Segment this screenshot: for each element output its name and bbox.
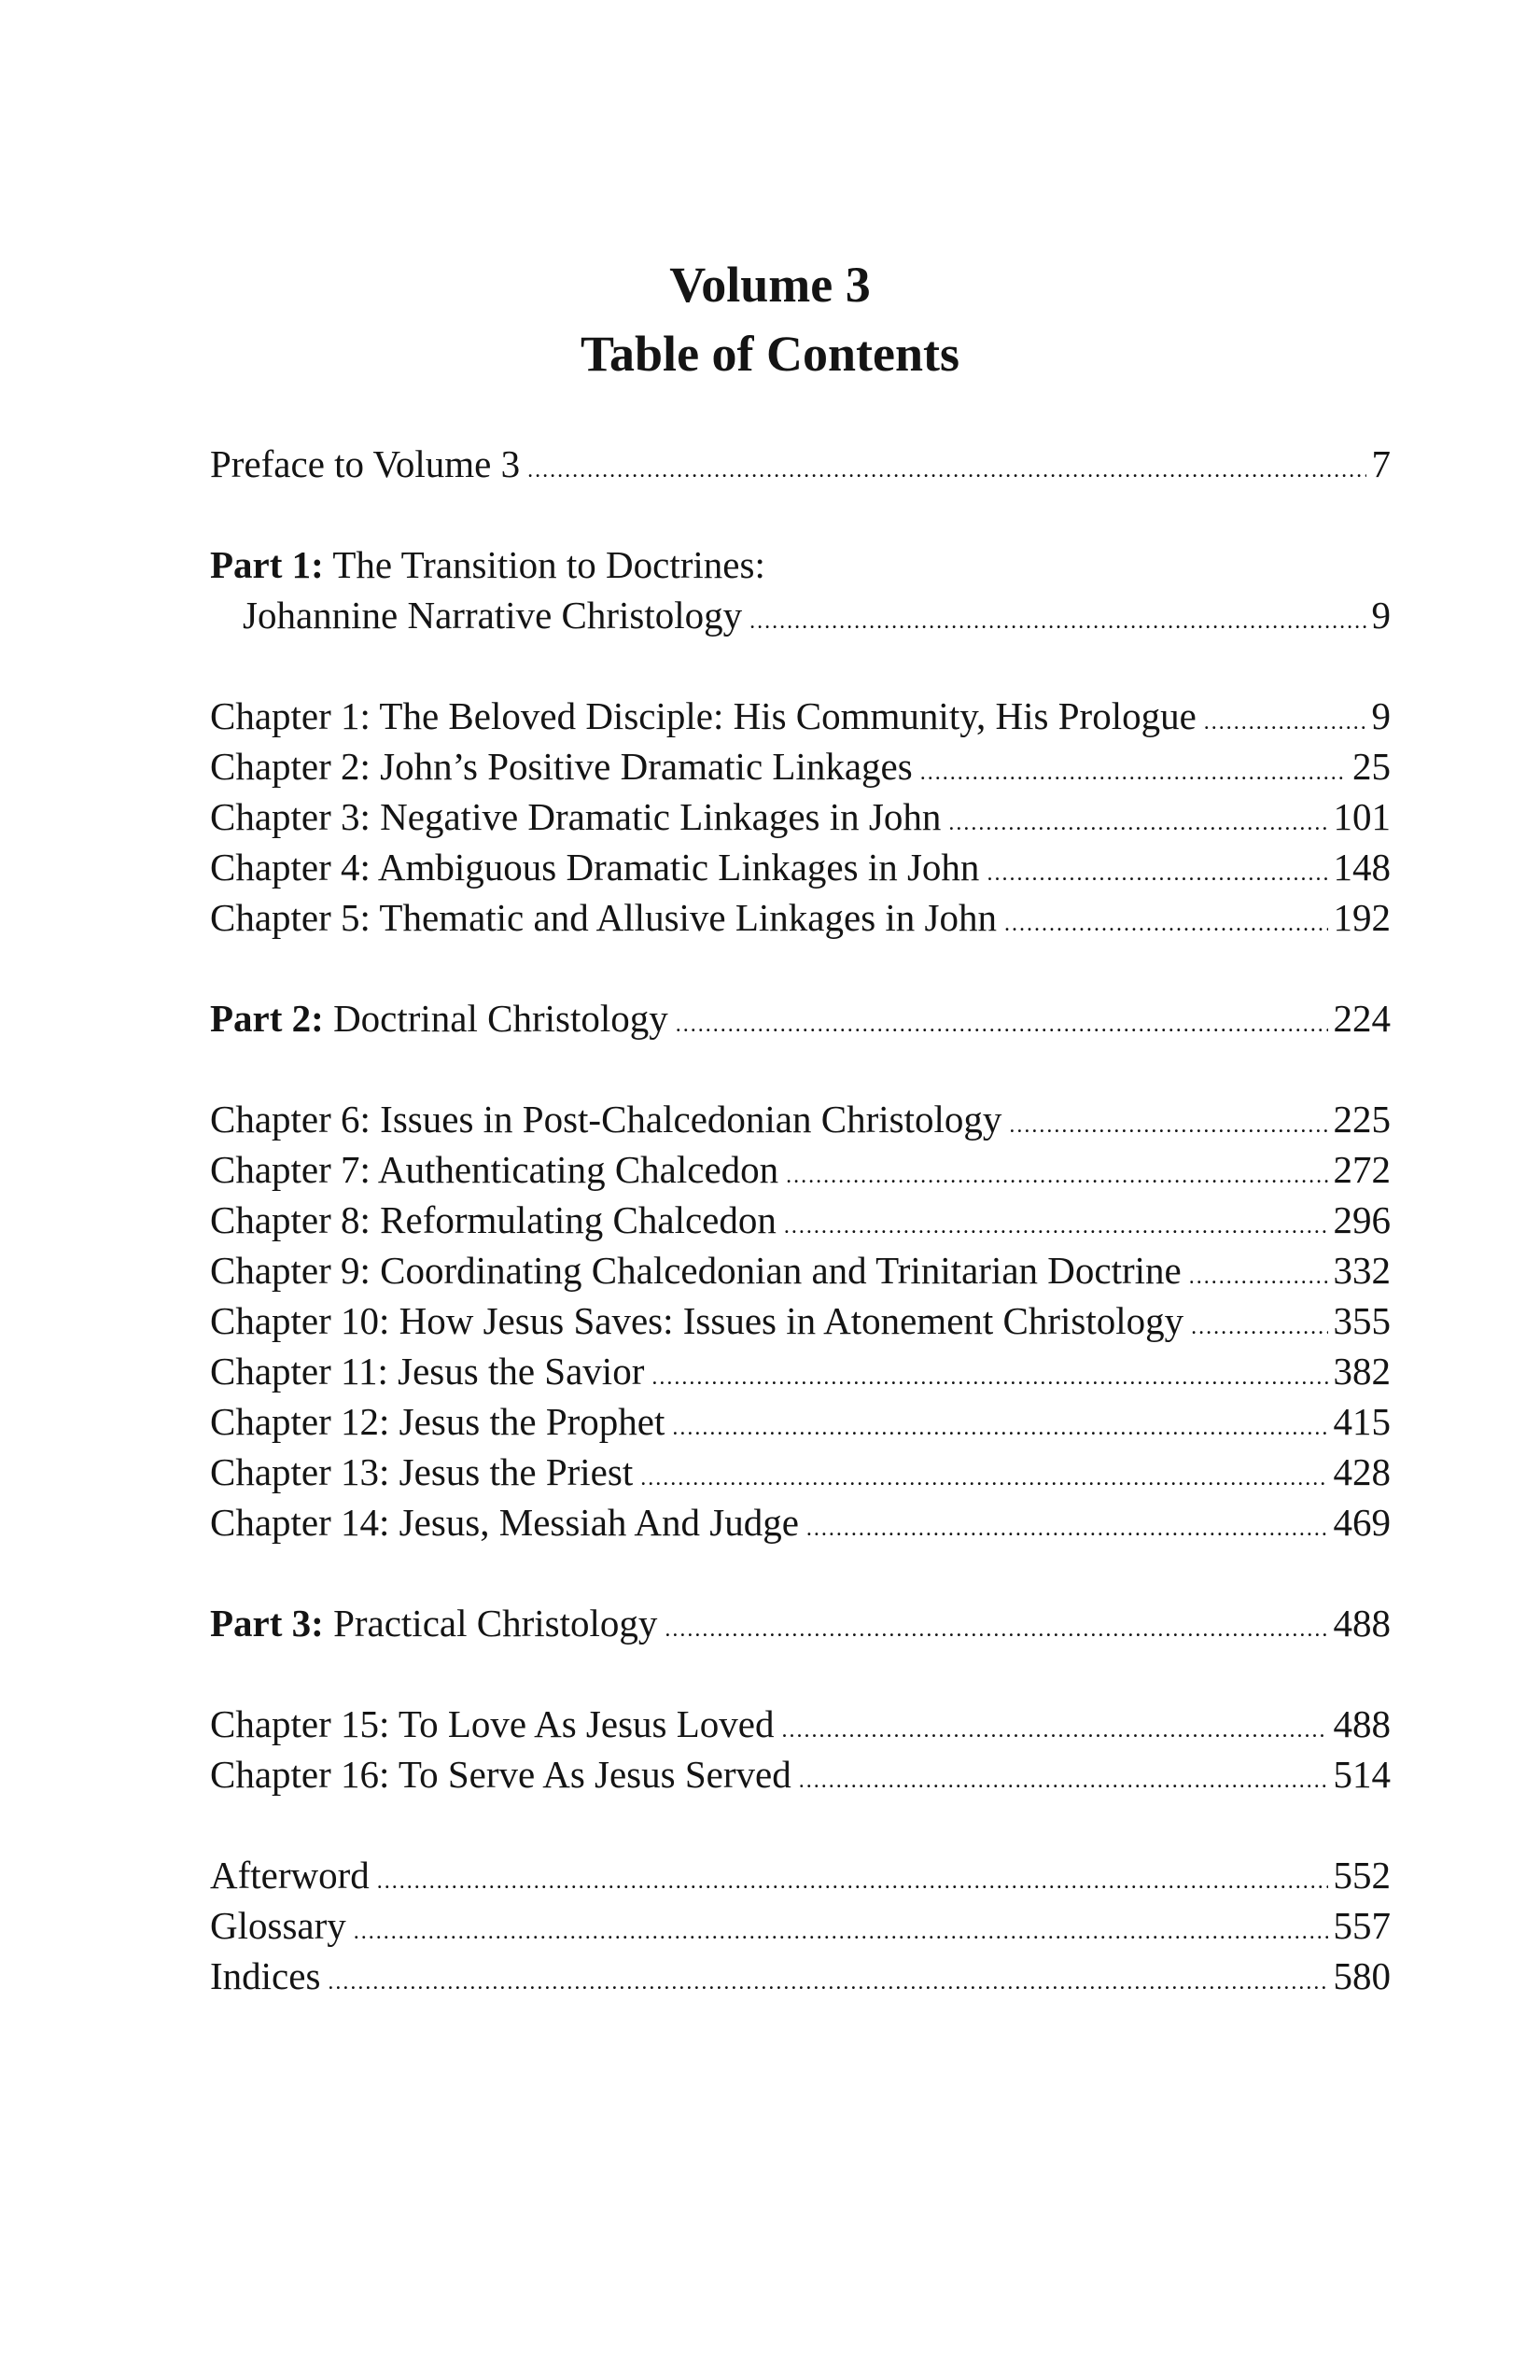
toc-entry-label: Chapter 16: To Serve As Jesus Served [210,1753,791,1796]
toc-entry-chapter[interactable] [210,1699,1391,1749]
part2-chapter-list [210,1094,1391,1547]
toc-entry-label: Chapter 11: Jesus the Savior [210,1350,645,1393]
toc-entry-back-matter[interactable] [210,1850,1391,1900]
toc-entry-label: Indices [210,1954,321,1997]
dot-leader [672,1396,1327,1453]
toc-page-number: 7 [1371,442,1391,485]
dot-leader [920,741,1347,798]
dot-leader [354,1900,1328,1957]
dot-leader [987,842,1327,899]
toc-entry-back-matter[interactable] [210,1951,1391,2001]
toc-page-number: 225 [1333,1098,1391,1141]
toc-entry-label: Preface to Volume 3 [210,442,521,485]
toc-entry-label: Chapter 5: Thematic and Allusive Linkages in John [210,896,998,939]
toc-entry-label: Chapter 9: Coordinating Chalcedonian and Trinitarian Doctrine [210,1249,1182,1292]
toc-entry-label: Glossary [210,1904,346,1947]
toc-page-number: 272 [1333,1148,1391,1191]
volume-title: Volume 3 [669,257,871,313]
toc-entry-chapter[interactable] [210,1447,1391,1497]
toc-page-number: 488 [1333,1602,1391,1645]
toc-entry-label: Chapter 13: Jesus the Priest [210,1450,634,1493]
toc-page-number: 25 [1352,745,1391,788]
dot-leader [786,1144,1327,1201]
toc-entry-chapter[interactable] [210,1346,1391,1396]
toc-entry-chapter[interactable] [210,741,1391,791]
part-prefix: Part 1: [210,543,324,586]
toc-entry-chapter[interactable] [210,691,1391,741]
toc-page-number: 415 [1333,1400,1391,1443]
toc-entry-label: Chapter 12: Jesus the Prophet [210,1400,665,1443]
toc-page-number: 382 [1333,1350,1391,1393]
toc-page-number: 296 [1333,1198,1391,1241]
toc-entry-chapter[interactable] [210,892,1391,943]
toc-page-number: 428 [1333,1450,1391,1493]
toc-entry-chapter[interactable] [210,1396,1391,1447]
toc-page-number: 355 [1333,1299,1391,1342]
toc-page-number: 224 [1333,997,1391,1040]
dot-leader [1189,1245,1328,1302]
dot-leader [527,439,1365,496]
dot-leader [640,1447,1327,1504]
toc-entry-chapter[interactable] [210,1749,1391,1799]
toc-entry-label: Chapter 4: Ambiguous Dramatic Linkages in John [210,846,980,889]
toc-page-number: 580 [1333,1954,1391,1997]
toc-entry-chapter[interactable] [210,1497,1391,1547]
dot-leader [328,1951,1327,2008]
part-prefix: Part 2: [210,997,324,1040]
dot-leader [781,1699,1327,1756]
toc-entry-chapter[interactable] [210,842,1391,892]
toc-page-number: 514 [1333,1753,1391,1796]
toc-entry-label: Chapter 15: To Love As Jesus Loved [210,1702,775,1745]
dot-leader [676,993,1328,1050]
toc-page-number: 488 [1333,1702,1391,1745]
toc-entry-chapter[interactable] [210,1094,1391,1144]
toc-page-number: 9 [1371,694,1391,737]
toc-entry-label: Afterword [210,1854,370,1897]
part-title: Doctrinal Christology [333,997,668,1040]
dot-leader [1004,892,1327,949]
toc-entry-part2[interactable] [210,993,1391,1043]
toc-entry-chapter[interactable] [210,1295,1391,1346]
toc-entry-label: Chapter 14: Jesus, Messiah And Judge [210,1501,799,1544]
dot-leader [749,590,1365,647]
toc-entry-label: Chapter 7: Authenticating Chalcedon [210,1148,779,1191]
toc-entry-chapter[interactable] [210,791,1391,842]
toc-entry-chapter[interactable] [210,1144,1391,1195]
part-title-line2: Johannine Narrative Christology [243,594,743,637]
toc-entry-part1[interactable] [210,590,1391,640]
contents-title: Table of Contents [580,326,960,382]
toc-entry-label: Chapter 3: Negative Dramatic Linkages in John [210,795,942,838]
toc-entry-preface[interactable] [210,439,1391,489]
part-prefix: Part 3: [210,1602,324,1645]
dot-leader [1204,691,1366,748]
toc-page-number: 9 [1371,594,1391,637]
toc-entry-chapter[interactable] [210,1195,1391,1245]
toc-page-number: 552 [1333,1854,1391,1897]
toc-page-number: 192 [1333,896,1391,939]
dot-leader [799,1749,1328,1806]
part3-chapter-list [210,1699,1391,1799]
dot-leader [651,1346,1327,1403]
toc-entry-chapter[interactable] [210,1245,1391,1295]
dot-leader [1191,1295,1327,1352]
toc-part1-heading [210,539,1391,590]
toc-entry-label: Chapter 8: Reformulating Chalcedon [210,1198,777,1241]
toc-page-number: 101 [1333,795,1391,838]
dot-leader [806,1497,1328,1554]
part-title: Practical Christology [333,1602,658,1645]
dot-leader [665,1598,1327,1655]
toc-page-number: 148 [1333,846,1391,889]
toc-page-number: 332 [1333,1249,1391,1292]
toc-entry-label: Chapter 10: How Jesus Saves: Issues in Atonement Christology [210,1299,1184,1342]
toc-page-number: 557 [1333,1904,1391,1947]
toc-page-number: 469 [1333,1501,1391,1544]
back-matter-list [210,1850,1391,2001]
dot-leader [948,791,1327,848]
dot-leader [377,1850,1328,1907]
toc-entry-label: Chapter 2: John’s Positive Dramatic Linkages [210,745,913,788]
part-title-line1: The Transition to Doctrines: [332,543,765,586]
toc-entry-label: Chapter 6: Issues in Post-Chalcedonian Christology [210,1098,1002,1141]
toc-entry-back-matter[interactable] [210,1900,1391,1951]
dot-leader [784,1195,1328,1252]
toc-entry-part3[interactable] [210,1598,1391,1648]
dot-leader [1009,1094,1327,1151]
table-of-contents [210,439,1391,2001]
part1-chapter-list [210,691,1391,943]
toc-entry-label: Chapter 1: The Beloved Disciple: His Community, His Prologue [210,694,1197,737]
page-title [0,250,1540,388]
